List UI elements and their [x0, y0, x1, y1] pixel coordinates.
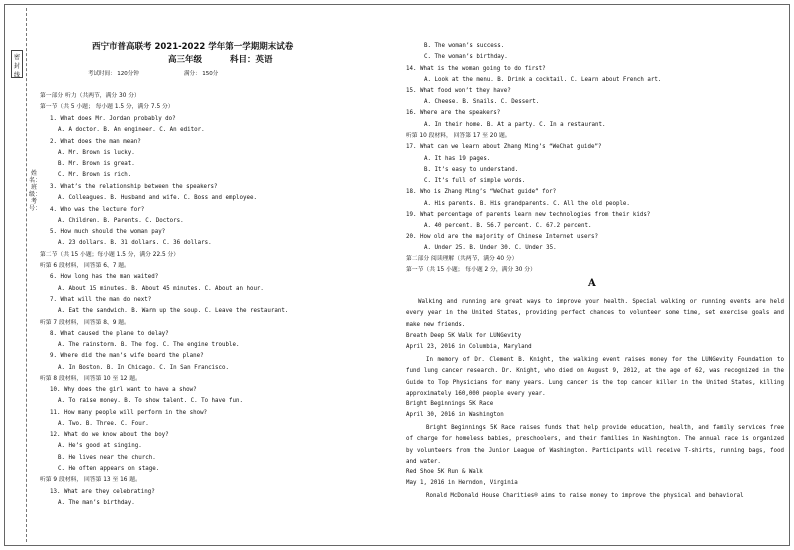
section-heading: 第二节（共 15 小题；每小题 1.5 分，满分 22.5 分） [40, 252, 180, 258]
question: 4. Who was the lecture for? [50, 207, 145, 213]
answer-options: A. Two. B. Three. C. Four. [58, 421, 149, 427]
passage-instruction: 听第 10 段材料， 回答第 17 至 20 题。 [406, 133, 511, 139]
question: 18. Who is Zhang Ming’s “WeChat guide” for? [406, 189, 557, 195]
question: 13. What are they celebrating? [50, 489, 155, 495]
event-name: Breath Deep 5K Walk for LUNGevity [406, 333, 522, 339]
answer-options: A. A doctor. B. An engineer. C. An editor. [58, 127, 205, 133]
answer-option: B. Mr. Brown is great. [58, 161, 135, 167]
question: 15. What food won’t they have? [406, 88, 511, 94]
question: 17. What can we learn about Zhang Ming’s “WeChat guide”? [406, 144, 602, 150]
binding-line [26, 8, 27, 542]
passage-instruction: 听第 6 段材料， 回答第 6、7 题。 [40, 263, 130, 269]
question: 19. What percentage of parents learn new technologies from their kids? [406, 212, 651, 218]
answer-option: C. The woman’s birthday. [424, 54, 508, 60]
full-score: 满分： 150分 [184, 71, 219, 77]
answer-option: B. It’s easy to understand. [424, 167, 519, 173]
question: 11. How many people will perform in the show? [50, 410, 208, 416]
student-info-fields: 姓名：班级：考号： [29, 170, 42, 212]
passage-instruction: 听第 8 段材料， 回答第 10 至 12 题。 [40, 376, 141, 382]
event-description: Ronald McDonald House Charities® aims to raise money to improve the physical and behavioral [426, 493, 744, 499]
question: 9. Where did the man’s wife board the plane? [50, 353, 204, 359]
grade-label: 高三年级 [168, 55, 203, 65]
question: 7. What will the man do next? [50, 297, 152, 303]
exam-title: 西宁市普高联考 2021-2022 学年第一学期期末试卷 [92, 42, 294, 52]
exam-time: 考试时间： 120分钟 [88, 71, 139, 77]
question: 12. What do we know about the boy? [50, 432, 169, 438]
answer-options: A. 40 percent. B. 56.7 percent. C. 67.2 percent. [424, 223, 592, 229]
answer-options: A. About 15 minutes. B. About 45 minutes. C. About an hour. [58, 286, 264, 292]
answer-options: A. Cheese. B. Snails. C. Dessert. [424, 99, 540, 105]
answer-options: A. His parents. B. His grandparents. C. All the old people. [424, 201, 630, 207]
answer-option: A. He’s good at singing. [58, 443, 142, 449]
question: 10. Why does the girl want to have a show? [50, 387, 197, 393]
question: 1. What does Mr. Jordan probably do? [50, 116, 176, 122]
answer-option: A. It has 19 pages. [424, 156, 491, 162]
section-heading: 第一节（共 15 小题； 每小题 2 分，满分 30 分） [406, 267, 536, 273]
question: 6. How long has the man waited? [50, 274, 159, 280]
event-date: April 30, 2016 in Washington [406, 412, 504, 418]
answer-options: A. Colleagues. B. Husband and wife. C. Boss and employee. [58, 195, 257, 201]
seal-box: 密封线 [11, 50, 23, 78]
answer-options: A. To raise money. B. To show talent. C. To have fun. [58, 398, 243, 404]
event-name: Red Shoe 5K Run & Walk [406, 469, 483, 475]
question: 3. What’s the relationship between the speakers? [50, 184, 218, 190]
answer-options: A. In their home. B. At a party. C. In a restaurant. [424, 122, 606, 128]
answer-option: A. Mr. Brown is lucky. [58, 150, 135, 156]
passage-letter: A [588, 278, 596, 289]
section-heading: 第一部分 听力（共两节，满分 30 分） [40, 93, 140, 99]
event-description: In memory of Dr. Clement B. Knight, the walking event raises money for the LUNGevity Foundation to fund lung cancer research. Dr. Knight, who died on August 9, 2012, at the age of 62, was recognized in the Guide to Top Physicians for many years. Lung cancer is the top cancer killer in the United States, killing approximately 160,000 people every year. [406, 357, 784, 398]
question: 20. How old are the majority of Chinese Internet users? [406, 234, 598, 240]
subject-label: 科目：英语 [230, 55, 273, 65]
event-date: April 23, 2016 in Columbia, Maryland [406, 344, 532, 350]
question: 2. What does the man mean? [50, 139, 141, 145]
answer-option: A. The man’s birthday. [58, 500, 135, 506]
section-heading: 第二部分 阅读理解（共两节，满分 40 分） [406, 256, 518, 262]
answer-option: B. The woman’s success. [424, 43, 505, 49]
answer-options: A. Look at the menu. B. Drink a cocktail. C. Learn about French art. [424, 77, 662, 83]
passage-intro: Walking and running are great ways to improve your health. Special walking or running events are held every year in the United States, providing perfect chances to volunteer some time, set exercise goals and make new friends. [406, 299, 784, 328]
event-date: May 1, 2016 in Herndon, Virginia [406, 480, 518, 486]
event-name: Bright Beginnings 5K Race [406, 401, 494, 407]
answer-options: A. Under 25. B. Under 30. C. Under 35. [424, 245, 557, 251]
answer-option: C. It’s full of simple words. [424, 178, 526, 184]
passage-instruction: 听第 7 段材料， 回答第 8、9 题。 [40, 320, 130, 326]
event-description: Bright Beginnings 5K Race raises funds that help provide education, health, and family services free of charge for homeless babies, preschoolers, and their families in Washington. The annual race is organized by volunteers from the Junior League of Washington. Participants will receive T-shirts, running bags, food and water. [406, 425, 784, 466]
answer-option: C. He often appears on stage. [58, 466, 160, 472]
answer-options: A. 23 dollars. B. 31 dollars. C. 36 dollars. [58, 240, 212, 246]
section-heading: 第一节（共 5 小题； 每小题 1.5 分，满分 7.5 分） [40, 104, 174, 110]
answer-option: B. He lives near the church. [58, 455, 156, 461]
answer-options: A. Children. B. Parents. C. Doctors. [58, 218, 184, 224]
question: 14. What is the woman going to do first? [406, 66, 546, 72]
question: 16. Where are the speakers? [406, 110, 501, 116]
question: 8. What caused the plane to delay? [50, 331, 169, 337]
answer-options: A. In Boston. B. In Chicago. C. In San Francisco. [58, 365, 230, 371]
answer-option: C. Mr. Brown is rich. [58, 172, 132, 178]
passage-instruction: 听第 9 段材料， 回答第 13 至 16 题。 [40, 477, 141, 483]
answer-options: A. Eat the sandwich. B. Warm up the soup. C. Leave the restaurant. [58, 308, 289, 314]
answer-options: A. The rainstorm. B. The fog. C. The engine trouble. [58, 342, 240, 348]
question: 5. How much should the woman pay? [50, 229, 166, 235]
